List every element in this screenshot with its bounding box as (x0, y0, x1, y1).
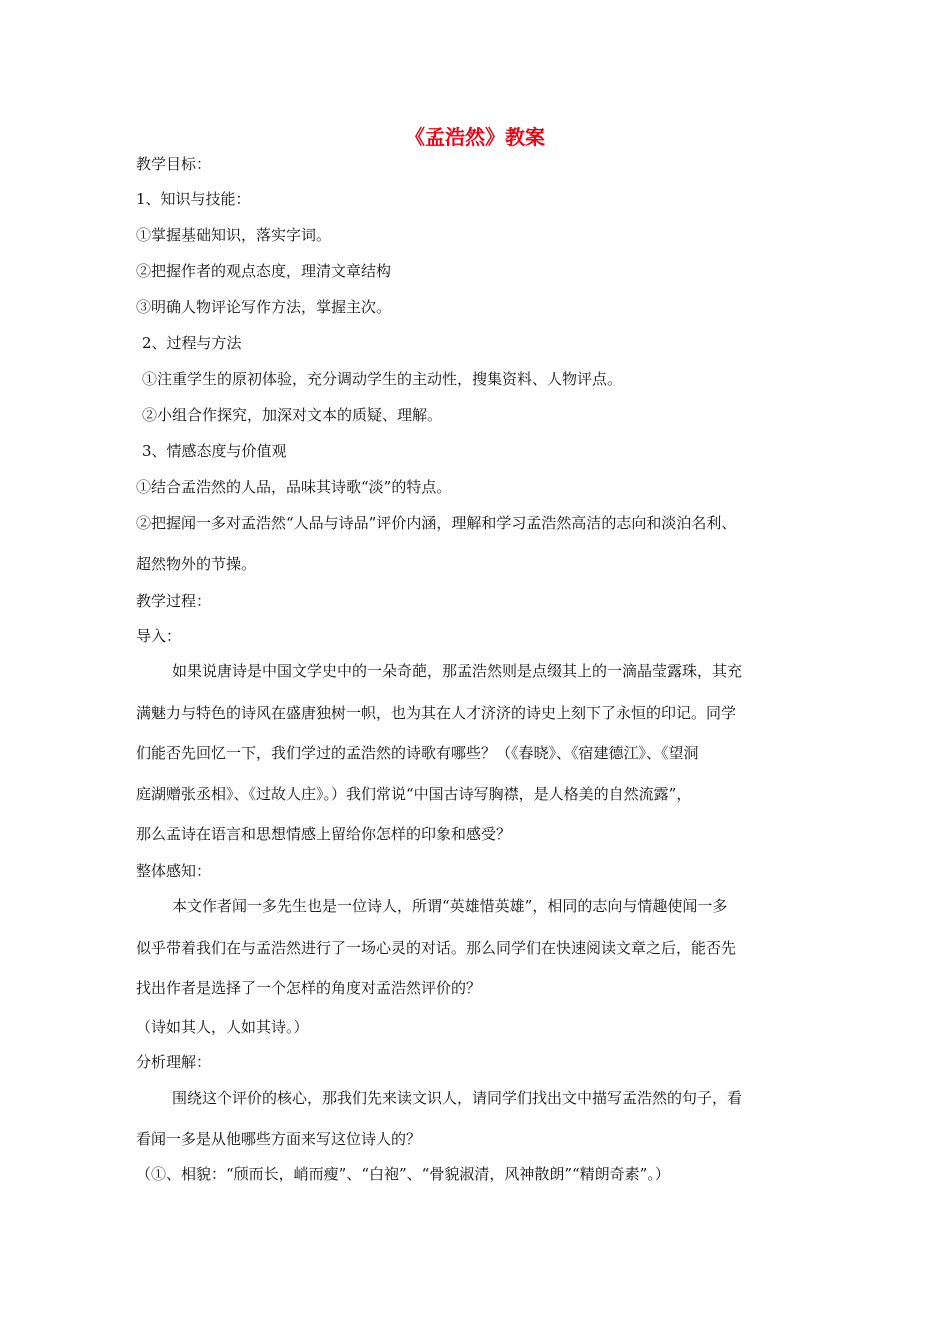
text-line: ①结合孟浩然的人品，品味其诗歌“淡”的特点。 (136, 478, 452, 496)
text-line: 本文作者闻一多先生也是一位诗人，所谓“英雄惜英雄”，相同的志向与情趣使闻一多 (172, 897, 728, 915)
text-line: 教学目标： (136, 155, 212, 173)
text-line: 围绕这个评价的核心，那我们先来读文识人，请同学们找出文中描写孟浩然的句子，看 (172, 1089, 743, 1107)
text-line: 那么孟诗在语言和思想情感上留给你怎样的印象和感受？ (136, 825, 512, 843)
text-line: 如果说唐诗是中国文学史中的一朵奇葩，那孟浩然则是点缀其上的一滴晶莹露珠，其充 (172, 662, 743, 680)
text-line: 找出作者是选择了一个怎样的角度对孟浩然评价的？ (136, 979, 482, 997)
text-line: ②把握作者的观点态度，理清文章结构 (136, 262, 392, 280)
section-heading: 整体感知： (136, 862, 212, 880)
text-line: ②把握闻一多对孟浩然“人品与诗品”评价内涵，理解和学习孟浩然高洁的志向和淡泊名利、 (136, 514, 737, 532)
text-line: 1、知识与技能： (136, 190, 251, 208)
section-heading: 教学过程： (136, 592, 212, 610)
text-line: （①、相貌：“颀而长，峭而瘦”、“白袍”、“骨貌淑清，风神散朗”“精朗奇素”。） (136, 1165, 670, 1183)
text-line: 们能否先回忆一下，我们学过的孟浩然的诗歌有哪些？（《春晓》、《宿建德江》、《望洞 (136, 744, 699, 762)
text-line: ②小组合作探究，加深对文本的质疑、理解。 (142, 406, 443, 424)
text-line: 庭湖赠张丞相》、《过故人庄》。）我们常说“中国古诗写胸襟，是人格美的自然流露”， (136, 785, 692, 803)
text-line: ③明确人物评论写作方法，掌握主次。 (136, 298, 392, 316)
text-line: 2、过程与方法 (142, 334, 242, 352)
text-line: 超然物外的节操。 (136, 555, 257, 573)
text-line: 满魅力与特色的诗风在盛唐独树一帜，也为其在人才济济的诗史上刻下了永恒的印记。同学 (136, 704, 737, 722)
section-heading: 分析理解： (136, 1053, 212, 1071)
text-line: （诗如其人，人如其诗。） (136, 1018, 309, 1036)
text-line: 似乎带着我们在与孟浩然进行了一场心灵的对话。那么同学们在快速阅读文章之后，能否先 (136, 939, 737, 957)
section-heading: 导入： (136, 627, 182, 645)
text-line: ①注重学生的原初体验，充分调动学生的主动性，搜集资料、人物评点。 (142, 370, 623, 388)
text-line: 3、情感态度与价值观 (142, 442, 287, 460)
text-line: 看闻一多是从他哪些方面来写这位诗人的？ (136, 1130, 422, 1148)
text-line: ①掌握基础知识，落实字词。 (136, 226, 332, 244)
document-title: 《孟浩然》教案 (405, 125, 545, 149)
